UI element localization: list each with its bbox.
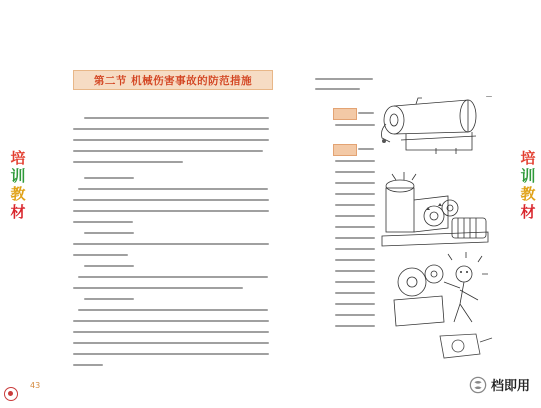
rail-char: 教 bbox=[520, 185, 536, 203]
rail-char: 材 bbox=[520, 203, 536, 221]
rail-char: 训 bbox=[10, 167, 26, 185]
watermark bbox=[469, 375, 530, 394]
right-side-rail bbox=[518, 150, 538, 220]
machine-part-illustration bbox=[436, 332, 496, 362]
watermark-text: 档即用 bbox=[491, 379, 531, 394]
rail-char: 培 bbox=[520, 149, 536, 167]
gear-machine-illustration bbox=[378, 170, 490, 248]
wechat-channel-icon bbox=[469, 376, 487, 394]
page-number: 43 bbox=[30, 381, 41, 390]
brand-logo-icon bbox=[4, 387, 18, 401]
roller-machine-illustration bbox=[376, 96, 486, 156]
margin-mark bbox=[486, 96, 492, 97]
rail-char: 培 bbox=[10, 149, 26, 167]
callout-tag bbox=[333, 144, 357, 156]
section-heading-text: 第二节 机械伤害事故的防范措施 bbox=[93, 74, 253, 87]
rail-char: 教 bbox=[10, 185, 26, 203]
rail-char: 训 bbox=[520, 167, 536, 185]
gear-accident-illustration bbox=[382, 252, 490, 330]
left-side-rail bbox=[8, 150, 28, 220]
rail-char: 材 bbox=[10, 203, 26, 221]
section-heading bbox=[73, 70, 273, 90]
callout-tag bbox=[333, 108, 357, 120]
